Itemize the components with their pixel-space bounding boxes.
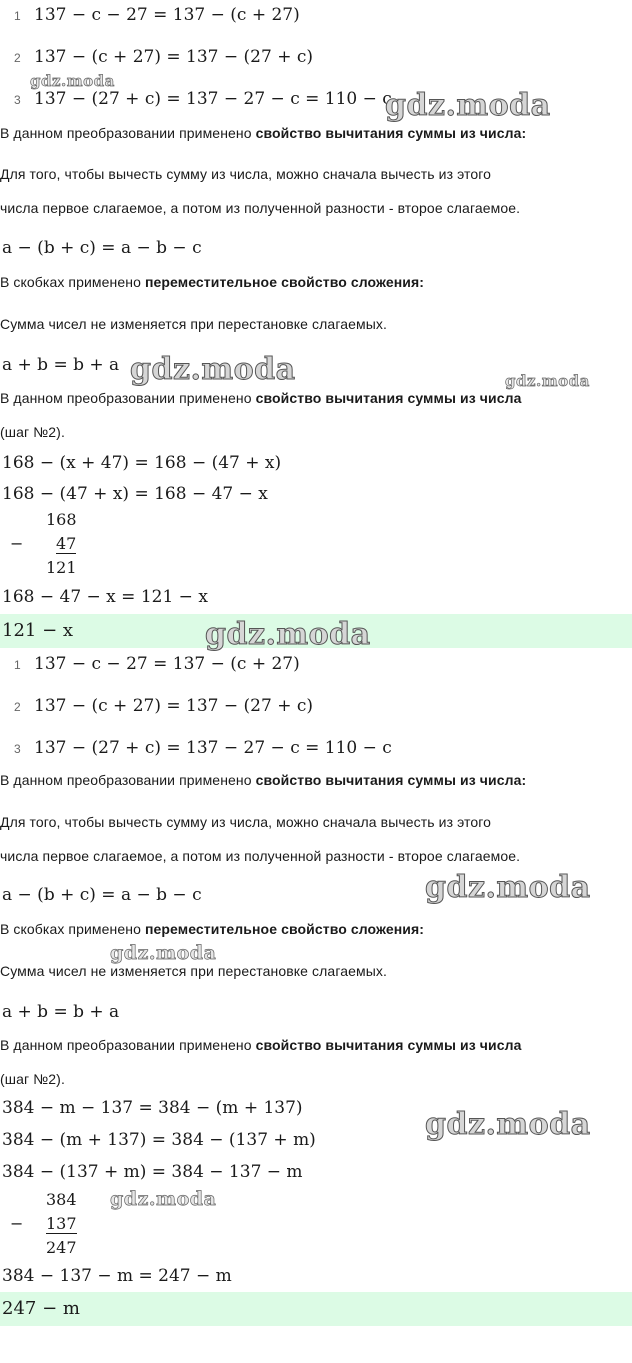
answer-expression: 247 − m <box>2 1298 80 1319</box>
explanation-rule: В скобках применено переместительное свойство сложения: <box>0 921 425 937</box>
watermark: gdz.moda <box>110 1188 217 1210</box>
explanation-rule: В данном преобразовании применено свойство вычитания суммы из числа: <box>0 125 527 141</box>
explanation-text: Для того, чтобы вычесть сумму из числа, можно сначала вычесть из этого <box>0 166 492 182</box>
step-number: 2 <box>14 51 21 65</box>
column-subtraction <box>8 510 88 580</box>
explanation-text: числа первое слагаемое, а потом из полученной разности - второе слагаемое. <box>0 848 521 864</box>
rule-name: переместительное свойство сложения: <box>144 274 425 290</box>
explanation-rule: В скобках применено переместительное свойство сложения: <box>0 274 425 290</box>
explanation-text: (шаг №2). <box>0 424 65 440</box>
math-line: 384 − (137 + m) = 384 − 137 − m <box>2 1162 303 1182</box>
explanation-text: (шаг №2). <box>0 1071 65 1087</box>
watermark: gdz.moda <box>110 942 217 964</box>
rule-name: свойство вычитания суммы из числа: <box>255 125 527 141</box>
answer-expression: 121 − x <box>2 620 74 641</box>
step-number: 3 <box>14 93 21 107</box>
step-2 <box>14 696 313 716</box>
step-1 <box>14 5 300 25</box>
difference: 247 <box>46 1238 77 1257</box>
watermark: gdz.moda <box>505 372 590 390</box>
step-number: 1 <box>14 658 21 672</box>
watermark: gdz.moda <box>130 352 296 387</box>
formula: a + b = b + a <box>2 355 120 375</box>
step-expression: 137 − (c + 27) = 137 − (27 + c) <box>34 696 313 716</box>
step-3 <box>14 738 392 758</box>
math-line: 168 − (x + 47) = 168 − (47 + x) <box>2 453 282 473</box>
formula: a + b = b + a <box>2 1002 120 1022</box>
minuend: 384 <box>46 1190 77 1209</box>
subtrahend: 137 <box>46 1214 77 1233</box>
step-expression: 137 − c − 27 = 137 − (c + 27) <box>34 654 300 674</box>
minus-sign: − <box>10 534 24 553</box>
explanation-rule: В данном преобразовании применено свойство вычитания суммы из числа <box>0 390 522 406</box>
watermark: gdz.moda <box>30 72 115 90</box>
math-line: 168 − 47 − x = 121 − x <box>2 587 208 607</box>
minuend: 168 <box>46 510 77 529</box>
formula: a − (b + c) = a − b − c <box>2 885 202 905</box>
watermark: gdz.moda <box>205 617 371 652</box>
watermark: gdz.moda <box>425 1107 591 1142</box>
minus-sign: − <box>10 1214 24 1233</box>
subtrahend: 47 <box>56 534 77 553</box>
step-expression: 137 − (27 + c) = 137 − 27 − c = 110 − c <box>34 89 392 109</box>
watermark: gdz.moda <box>385 88 551 123</box>
explanation-text: Сумма чисел не изменяется при перестановке слагаемых. <box>0 963 387 979</box>
explanation-text: Сумма чисел не изменяется при перестановке слагаемых. <box>0 316 387 332</box>
math-line: 168 − (47 + x) = 168 − 47 − x <box>2 484 268 504</box>
column-subtraction <box>8 1190 98 1260</box>
rule-name: свойство вычитания суммы из числа <box>255 390 522 406</box>
step-expression: 137 − (c + 27) = 137 − (27 + c) <box>34 47 313 67</box>
step-number: 1 <box>14 9 21 23</box>
step-3 <box>14 89 392 109</box>
step-number: 2 <box>14 700 21 714</box>
explanation-rule: В данном преобразовании применено свойство вычитания суммы из числа <box>0 1037 522 1053</box>
explanation-rule: В данном преобразовании применено свойство вычитания суммы из числа: <box>0 772 527 788</box>
rule-name: свойство вычитания суммы из числа <box>255 1037 522 1053</box>
step-2 <box>14 47 313 67</box>
step-number: 3 <box>14 742 21 756</box>
explanation-text: числа первое слагаемое, а потом из полученной разности - второе слагаемое. <box>0 200 521 216</box>
step-expression: 137 − c − 27 = 137 − (c + 27) <box>34 5 300 25</box>
math-line: 384 − m − 137 = 384 − (m + 137) <box>2 1098 303 1118</box>
step-expression: 137 − (27 + c) = 137 − 27 − c = 110 − c <box>34 738 392 758</box>
math-line: 384 − (m + 137) = 384 − (137 + m) <box>2 1130 316 1150</box>
formula: a − (b + c) = a − b − c <box>2 238 202 258</box>
explanation-text: Для того, чтобы вычесть сумму из числа, можно сначала вычесть из этого <box>0 814 492 830</box>
watermark: gdz.moda <box>425 870 591 905</box>
math-line: 384 − 137 − m = 247 − m <box>2 1266 232 1286</box>
rule-name: свойство вычитания суммы из числа: <box>255 772 527 788</box>
step-1 <box>14 654 300 674</box>
answer-row <box>0 1292 632 1326</box>
difference: 121 <box>46 558 77 577</box>
rule-name: переместительное свойство сложения: <box>144 921 425 937</box>
